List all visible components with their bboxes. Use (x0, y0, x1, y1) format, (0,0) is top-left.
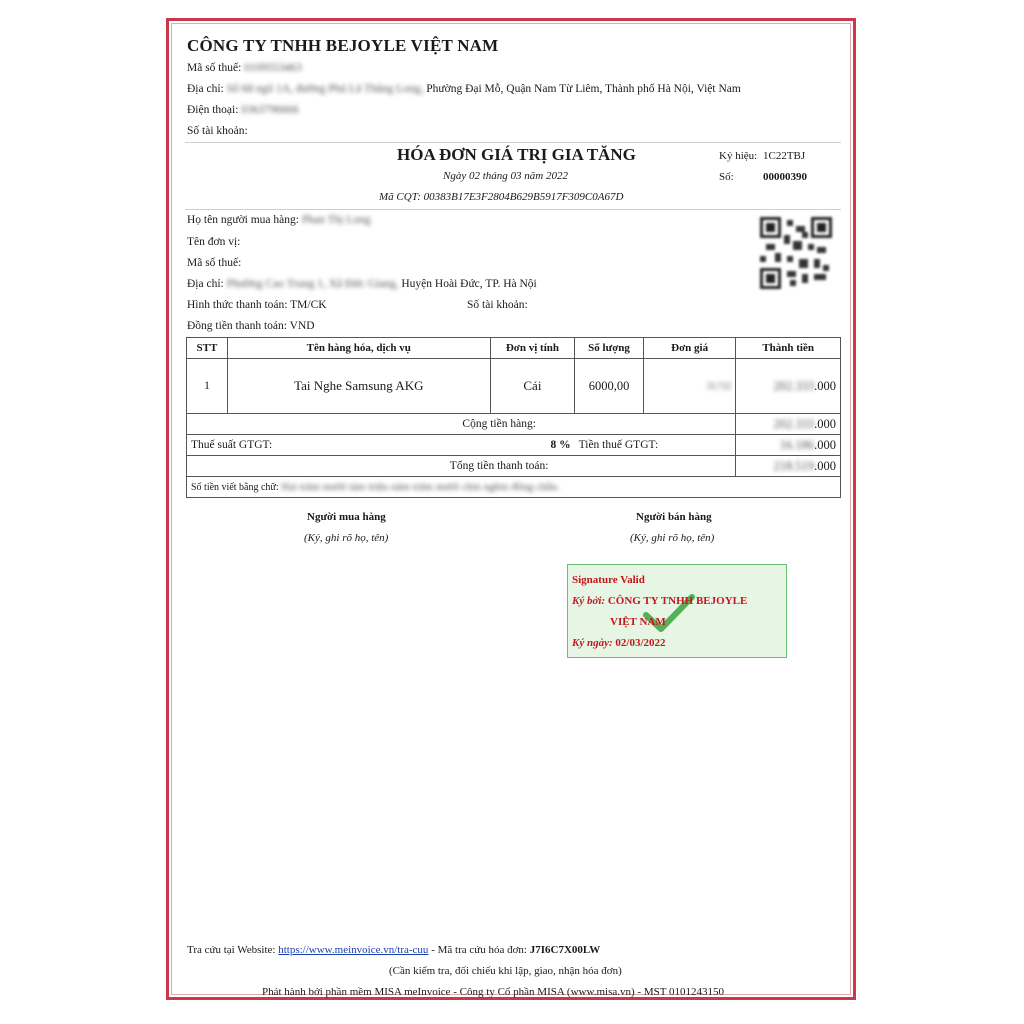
buyer-name-value: Phan Thị Long (301, 214, 371, 226)
signature-valid-text: Signature Valid (572, 574, 645, 586)
items-table (186, 337, 841, 498)
row-unit: Cái (490, 359, 574, 414)
lookup-code: J7I6C7X00LW (529, 944, 601, 956)
invoice-symbol-value: 1C22TBJ (763, 150, 806, 162)
buyer-payment-method: Hình thức thanh toán: TM/CK (187, 299, 327, 311)
row-amount-blurred: 202.333 (773, 378, 815, 393)
invoice-number-value: 00000390 (763, 171, 807, 183)
buyer-signature-title: Người mua hàng (307, 511, 386, 523)
signed-by-line1: CÔNG TY TNHH BEJOYLE (607, 595, 748, 607)
total-suffix: .000 (814, 458, 836, 473)
table-header-unit: Đơn vị tính (490, 338, 574, 359)
table-header-row (187, 338, 841, 359)
table-header-amount: Thành tiền (736, 338, 841, 359)
subtotal-row (187, 414, 841, 435)
divider (185, 209, 841, 210)
table-header-stt: STT (187, 338, 228, 359)
total-label: Tổng tiền thanh toán: (187, 456, 736, 477)
amount-in-words-value: Hai trăm mười tám triệu năm trăm mười chín nghìn đồng chẵn. (281, 481, 560, 493)
subtotal-label: Cộng tiền hàng: (187, 414, 736, 435)
signed-date-row (572, 637, 666, 649)
qr-code (760, 217, 832, 289)
buyer-unit-label: Tên đơn vị: (187, 236, 241, 248)
amount-in-words-cell (187, 477, 841, 498)
invoice-number-label: Số: (719, 171, 734, 183)
seller-tax-code-label: Mã số thuế: (187, 62, 242, 74)
row-amount-cell (736, 359, 841, 414)
table-row (187, 359, 841, 414)
total-cell (736, 456, 841, 477)
buyer-address-blurred: Phường Cao Trung 1, Xã Đức Giang, (226, 278, 399, 290)
total-row (187, 456, 841, 477)
buyer-currency: Đồng tiền thanh toán: VND (187, 320, 315, 332)
lookup-row (187, 944, 600, 956)
footer-note: (Cần kiểm tra, đối chiếu khi lập, giao, nhận hóa đơn) (389, 965, 622, 977)
signed-date-value: 02/03/2022 (615, 637, 666, 649)
vat-amount-label: Tiền thuế GTGT: (575, 435, 736, 456)
subtotal-blurred: 202.333 (773, 416, 815, 431)
invoice-cqt-code: Mã CQT: 00383B17E3F2804B629B5917F309C0A67D (379, 191, 624, 203)
signed-by-row (572, 595, 747, 607)
seller-tax-code-value: 0109553463 (244, 62, 302, 74)
table-header-price: Đơn giá (643, 338, 735, 359)
amount-in-words-row (187, 477, 841, 498)
buyer-name-label: Họ tên người mua hàng: (187, 214, 299, 226)
row-qty: 6000,00 (575, 359, 644, 414)
seller-account-label: Số tài khoản: (187, 125, 248, 137)
invoice-page (166, 18, 856, 1000)
signed-date-label: Ký ngày: (572, 637, 613, 649)
divider (185, 142, 841, 143)
seller-tax-code-row (187, 62, 302, 74)
lookup-prefix: Tra cứu tại Website: (187, 944, 276, 956)
buyer-name-row (187, 214, 371, 226)
invoice-title: HÓA ĐƠN GIÁ TRỊ GIA TĂNG (397, 145, 636, 164)
buyer-address-row (187, 278, 537, 290)
seller-phone-label: Điện thoại: (187, 104, 239, 116)
row-stt: 1 (187, 359, 228, 414)
vat-suffix: .000 (814, 437, 836, 452)
lookup-url-link[interactable]: https://www.meinvoice.vn/tra-cuu (278, 944, 429, 956)
row-item-name: Tai Nghe Samsung AKG (227, 359, 490, 414)
buyer-address-label: Địa chỉ: (187, 278, 224, 290)
amount-in-words-label: Số tiền viết bằng chữ: (191, 482, 279, 493)
row-price-cell (643, 359, 735, 414)
vat-blurred: 16.186 (779, 437, 815, 452)
seller-address-label: Địa chỉ: (187, 83, 224, 95)
table-header-name: Tên hàng hóa, dịch vụ (227, 338, 490, 359)
signed-by-line2: VIỆT NAM (610, 616, 666, 628)
row-price: 33.722 (706, 381, 732, 391)
digital-signature-box (567, 564, 787, 658)
buyer-account-label: Số tài khoản: (467, 299, 528, 311)
vat-rate-value: 8 % (550, 439, 571, 451)
seller-phone-row (187, 104, 299, 116)
seller-address-blurred: Số 68 ngõ 1A, đường Phú Lã Thăng Long, (226, 83, 424, 95)
vat-rate-cell (187, 435, 575, 456)
seller-signature-note: (Ký, ghi rõ họ, tên) (630, 532, 715, 544)
invoice-symbol-label: Ký hiệu: (719, 150, 758, 162)
seller-signature-title: Người bán hàng (636, 511, 712, 523)
seller-company-name: CÔNG TY TNHH BEJOYLE VIỆT NAM (187, 36, 499, 55)
buyer-address-visible: Huyện Hoài Đức, TP. Hà Nội (401, 278, 537, 290)
seller-phone-value: 0363796666 (241, 104, 299, 116)
subtotal-cell (736, 414, 841, 435)
footer-issuer: Phát hành bởi phần mềm MISA meInvoice - Công ty Cổ phần MISA (www.misa.vn) - MST 0101243150 (262, 986, 724, 998)
buyer-signature-note: (Ký, ghi rõ họ, tên) (304, 532, 389, 544)
invoice-date: Ngày 02 tháng 03 năm 2022 (443, 170, 568, 182)
vat-row (187, 435, 841, 456)
row-amount-suffix: .000 (814, 378, 836, 393)
lookup-code-prefix: - Mã tra cứu hóa đơn: (431, 944, 527, 956)
seller-address-row (187, 83, 741, 95)
buyer-tax-code-label: Mã số thuế: (187, 257, 242, 269)
table-header-qty: Số lượng (575, 338, 644, 359)
seller-address-visible: Phường Đại Mỗ, Quận Nam Từ Liêm, Thành phố Hà Nội, Việt Nam (426, 83, 741, 95)
subtotal-suffix: .000 (814, 416, 836, 431)
total-blurred: 218.519 (773, 458, 815, 473)
vat-rate-label: Thuế suất GTGT: (191, 439, 273, 451)
vat-amount-cell (736, 435, 841, 456)
signed-by-label: Ký bởi: (572, 595, 606, 607)
